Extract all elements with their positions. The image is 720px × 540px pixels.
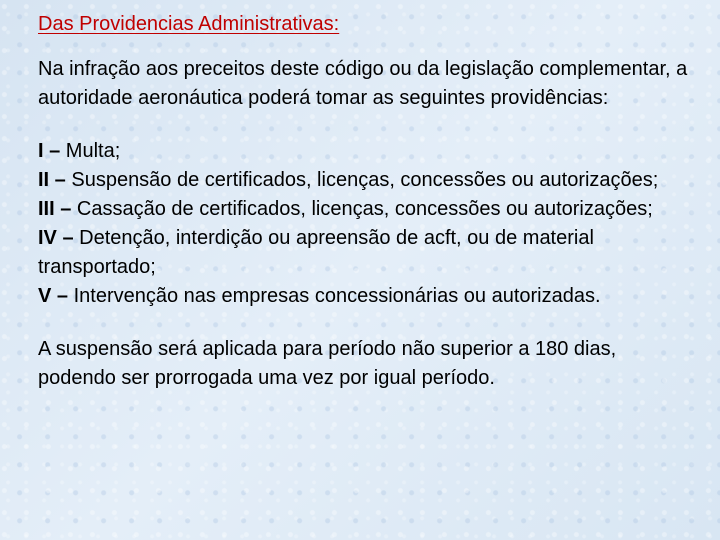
list-item-text: Detenção, interdição ou apreensão de acft, ou de material transportado; — [38, 227, 594, 278]
slide-content — [38, 10, 688, 393]
list-item-numeral: V – — [38, 285, 69, 307]
list-item — [38, 166, 688, 195]
closing-paragraph: A suspensão será aplicada para período não superior a 180 dias, podendo ser prorrogada uma vez por igual período. — [38, 338, 617, 389]
list-item-numeral: I – — [38, 140, 61, 162]
list-item-numeral: III – — [38, 198, 72, 220]
list-item-numeral: IV – — [38, 227, 74, 249]
list-item-text: Suspensão de certificados, licenças, concessões ou autorizações; — [65, 169, 659, 191]
list-item — [38, 137, 688, 166]
list-item-numeral: II – — [38, 169, 66, 191]
measures-list — [38, 137, 688, 311]
slide-title: Das Providencias Administrativas: — [38, 13, 340, 35]
list-item-text: Cassação de certificados, licenças, concessões ou autorizações; — [71, 198, 653, 220]
intro-paragraph: Na infração aos preceitos deste código ou da legislação complementar, a autoridade aeronáutica poderá tomar as seguintes providências: — [38, 58, 688, 109]
list-item-text: Multa; — [60, 140, 121, 162]
list-item — [38, 224, 688, 282]
list-item-text: Intervenção nas empresas concessionárias ou autorizadas. — [68, 285, 601, 307]
list-item — [38, 195, 688, 224]
list-item — [38, 282, 688, 311]
